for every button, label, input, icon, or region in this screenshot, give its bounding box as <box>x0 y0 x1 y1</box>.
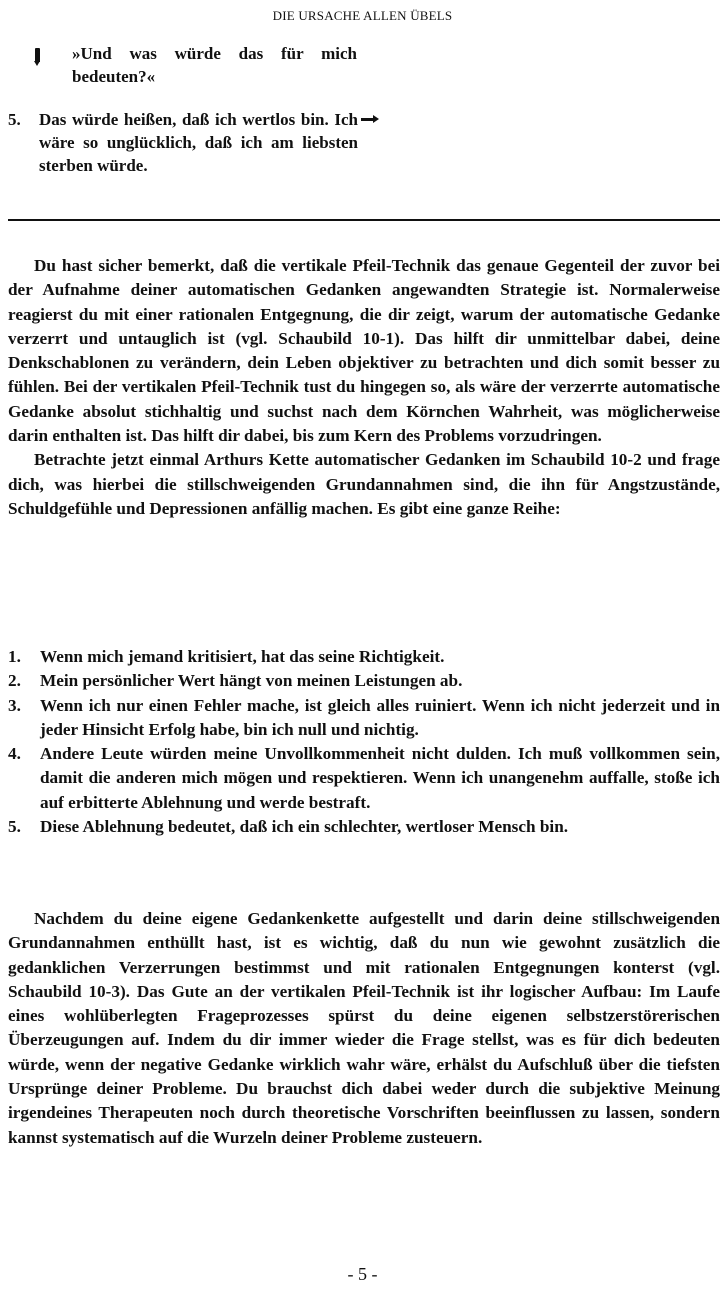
assumptions-list <box>8 645 720 839</box>
list-item-number: 3. <box>8 695 21 715</box>
list-item <box>8 815 720 839</box>
list-item <box>8 694 720 743</box>
paragraph-1: Du hast sicher bemerkt, daß die vertikale Pfeil-Technik das genaue Gegenteil der zuvor bei der Aufnahme deiner automatischen Gedanken angewandten Strategie ist. Normalerweise reagierst du mit einer rationalen Entgegnung, die dir zeigt, warum der automatische Gedanke verzerrt und untauglich ist (vgl. Schaubild 10-1). Das hilft dir unmittelbar dabei, deine Denkschablonen zu verändern, dein Leben objektiver zu betrachten und dich somit besser zu fühlen. Bei der vertikalen Pfeil-Technik tust du hingegen so, als wäre der verzerrte automatische Gedanke absolut stichhaltig und suchst nach dem Körnchen Wahrheit, was möglicherweise darin enthalten ist. Das hilft dir dabei, bis zum Kern des Problems vorzudringen. <box>8 256 720 446</box>
list-item <box>8 742 720 815</box>
list-item-text: Andere Leute würden meine Unvollkommenheit nicht dulden. Ich muß vollkommen sein, damit die anderen mich mögen und respektieren. Wenn ich unangenehm auffalle, stoße ich auf erbitterte Ablehnung und werde bestraft. <box>40 744 720 812</box>
list-item-number: 2. <box>8 671 21 691</box>
right-arrow-icon <box>361 118 375 121</box>
body-section-2 <box>8 907 720 1150</box>
chain-step-text: Das würde heißen, daß ich wertlos bin. Ich wäre so unglücklich, daß ich am liebsten sterben würde. <box>39 110 358 175</box>
list-item-text: Diese Ablehnung bedeutet, daß ich ein schlechter, wertloser Mensch bin. <box>40 817 569 837</box>
list-item <box>8 645 720 669</box>
list-item-number: 1. <box>8 647 21 666</box>
list-item-text: Wenn mich jemand kritisiert, hat das seine Richtigkeit. <box>40 647 445 666</box>
list-item-number: 5. <box>8 817 21 837</box>
down-arrow-icon <box>35 48 40 62</box>
page-number: - 5 - <box>347 1264 378 1284</box>
paragraph-3: Nachdem du deine eigene Gedankenkette aufgestellt und darin deine stillschweigenden Grundannahmen enthüllt hast, ist es wichtig, daß du nun wie gewohnt zusätzlich die gedanklichen Verzerrungen bestimmst und mit rationalen Entgegnungen konterst (vgl. Schaubild 10-3). Das Gute an der vertikalen Pfeil-Technik ist ihr logischer Aufbau: Im Laufe eines wohlüberlegten Frageprozesses spürst du deine eigenen selbstzerstörerischen Überzeugungen auf. Indem du dir immer wieder die Frage stellst, was es für dich bedeuten würde, wenn der negative Gedanke wirklich wahr wäre, erhälst du Aufschluß über die tiefsten Ursprünge deiner Probleme. Du brauchst dich dabei weder durch die subjektive Meinung irgendeines Therapeuten noch durch theoretische Vorschriften beeinflussen zu lassen, sondern kannst systematisch auf die Wurzeln deiner Probleme zusteuern. <box>8 909 720 1147</box>
list-item-number: 4. <box>8 744 21 764</box>
chain-question: »Und was würde das für mich bedeuten?« <box>72 44 357 86</box>
body-section-1 <box>8 254 720 521</box>
section-divider <box>8 219 720 221</box>
paragraph-2: Betrachte jetzt einmal Arthurs Kette automatischer Gedanken im Schaubild 10-2 und frage dich, was hierbei die stillschweigenden Grundannahmen sind, die ihn für Angstzustände, Schuldgefühle und Depressionen anfällig machen. Es gibt eine ganze Reihe: <box>8 450 720 518</box>
running-head: DIE URSACHE ALLEN ÜBELS <box>272 8 453 23</box>
list-item-text: Wenn ich nur einen Fehler mache, ist gleich alles ruiniert. Wenn ich nicht jederzeit und in jeder Hinsicht Erfolg habe, bin ich null und nichtig. <box>40 695 720 739</box>
list-item <box>8 669 720 693</box>
chain-step-number: 5. <box>8 110 21 129</box>
list-item-text: Mein persönlicher Wert hängt von meinen Leistungen ab. <box>40 671 463 691</box>
